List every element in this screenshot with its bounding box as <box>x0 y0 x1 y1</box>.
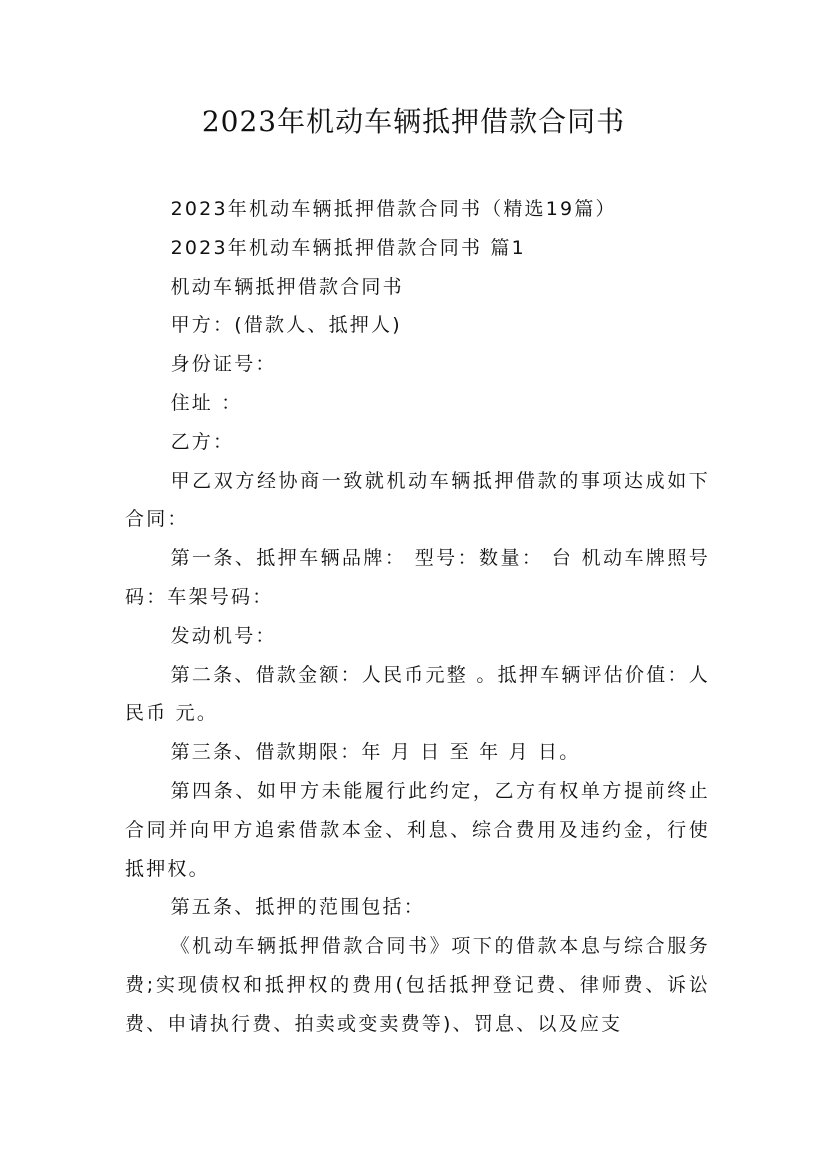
paragraph: 身份证号： <box>170 353 277 376</box>
paragraph: 住址 ： <box>170 391 243 414</box>
paragraph: 2023年机动车辆抵押借款合同书 篇1 <box>170 236 526 259</box>
paragraph: 第三条、借款期限：年 月 日 至 年 月 日。 <box>170 741 581 764</box>
paragraph: 第四条、如甲方未能履行此约定，乙方有权单方提前终止合同并向甲方追索借款本金、利息、综合费用及违约金，行使抵押权。 <box>125 779 710 880</box>
document-body <box>125 190 710 1044</box>
paragraph: 乙方： <box>170 430 235 453</box>
paragraph: 甲乙双方经协商一致就机动车辆抵押借款的事项达成如下合同： <box>125 469 710 531</box>
paragraph: 甲方：(借款人、抵押人) <box>170 314 402 337</box>
paragraph: 第五条、抵押的范围包括： <box>170 896 425 919</box>
paragraph: 第一条、抵押车辆品牌： 型号：数量： 台 机动车牌照号码：车架号码： <box>125 547 710 608</box>
document-title: 2023年机动车辆抵押借款合同书 <box>201 105 626 138</box>
paragraph: 第二条、借款金额：人民币元整 。抵押车辆评估价值：人民币 元。 <box>125 663 710 725</box>
paragraph: 发动机号： <box>170 624 277 647</box>
paragraph: 2023年机动车辆抵押借款合同书（精选19篇） <box>170 198 617 220</box>
paragraph: 机动车辆抵押借款合同书 <box>170 275 404 298</box>
paragraph: 《机动车辆抵押借款合同书》项下的借款本息与综合服务费;实现债权和抵押权的费用(包括抵押登记费、律师费、诉讼费、申请执行费、拍卖或变卖费等)、罚息、以及应支 <box>125 935 710 1035</box>
